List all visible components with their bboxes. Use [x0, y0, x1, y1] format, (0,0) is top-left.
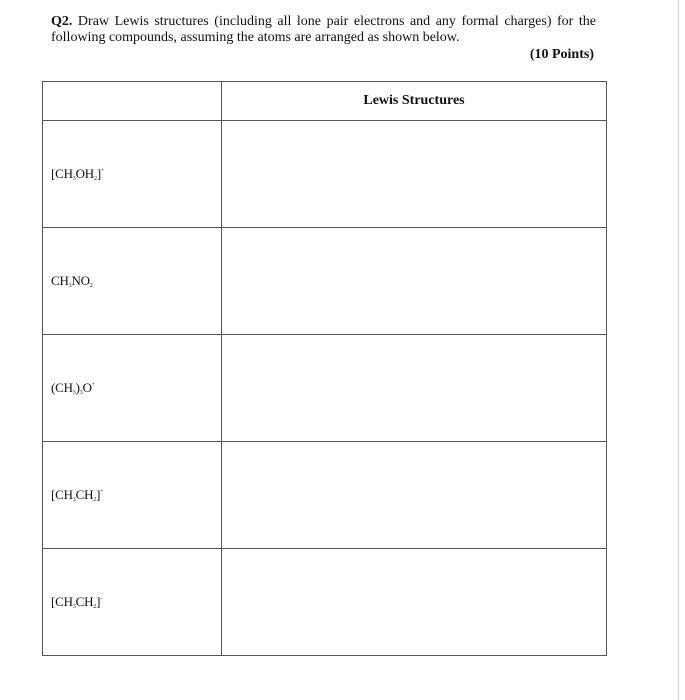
question-text: Draw Lewis structures (including all lone pair electrons and any formal charges) for the following compounds, assuming the atoms are arranged as shown below.: [51, 14, 596, 45]
formula-text: O: [82, 380, 92, 395]
formula-subscript: 3: [79, 390, 83, 396]
formula-text: CH: [75, 594, 94, 609]
lewis-structures-header: Lewis Structures: [222, 82, 607, 121]
formula-subscript: 2: [93, 604, 97, 610]
compound-formula: [43, 228, 222, 335]
formula-charge: +: [91, 382, 95, 388]
formula-subscript: 3: [68, 283, 72, 289]
formula-text: ]: [96, 594, 101, 609]
table-row: [43, 121, 607, 228]
table-row: [43, 549, 607, 656]
table-row: [43, 228, 607, 335]
formula-charge: +: [100, 168, 105, 174]
formula-subscript: 3: [72, 176, 76, 182]
formula-subscript: 2: [89, 283, 93, 289]
formula-text: ]: [96, 487, 101, 502]
formula-text: ]: [96, 166, 101, 181]
formula-subscript: 3: [72, 497, 76, 503]
formula-text: [CH: [51, 594, 73, 609]
compound-formula: [43, 335, 222, 442]
compound-column-header: [43, 82, 222, 121]
compound-formula: [43, 121, 222, 228]
lewis-structure-answer-cell[interactable]: [222, 335, 607, 442]
formula-charge: +: [100, 489, 104, 495]
compound-formula: [43, 442, 222, 549]
table-row: [43, 335, 607, 442]
formula-subscript: 2: [93, 497, 97, 503]
formula-text: NO: [71, 273, 90, 288]
formula-text: OH: [75, 166, 94, 181]
table-header-row: [43, 82, 607, 121]
page-edge-divider: [678, 0, 679, 700]
question-prompt: [51, 14, 596, 46]
formula-text: CH: [51, 273, 69, 288]
lewis-structure-answer-cell[interactable]: [222, 121, 607, 228]
formula-charge: -: [100, 596, 103, 602]
question-number: Q2.: [51, 14, 73, 29]
formula-text: CH: [75, 487, 94, 502]
formula-subscript: 3: [72, 604, 76, 610]
formula-subscript: 3: [72, 390, 76, 396]
lewis-structure-answer-cell[interactable]: [222, 549, 607, 656]
lewis-structure-answer-cell[interactable]: [222, 228, 607, 335]
formula-text: ): [75, 380, 80, 395]
formula-text: (CH: [51, 380, 73, 395]
formula-text: [CH: [51, 166, 73, 181]
lewis-structure-table: [42, 81, 607, 656]
lewis-structure-answer-cell[interactable]: [222, 442, 607, 549]
table-row: [43, 442, 607, 549]
formula-text: [CH: [51, 487, 73, 502]
compound-formula: [43, 549, 222, 656]
formula-subscript: 2: [94, 176, 97, 182]
points-label: (10 Points): [529, 47, 594, 62]
